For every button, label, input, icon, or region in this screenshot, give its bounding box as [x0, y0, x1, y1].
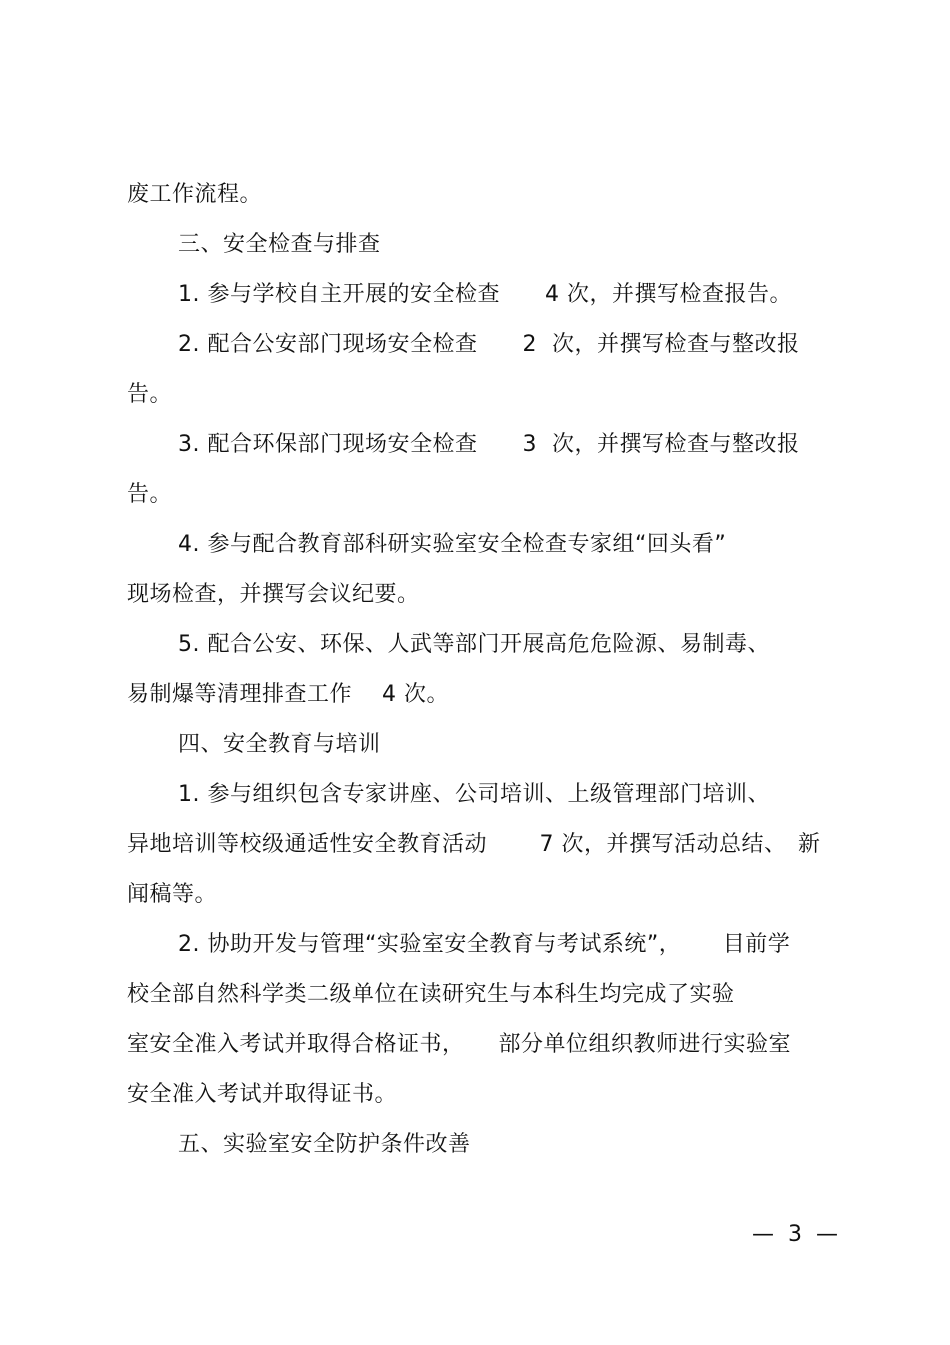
- list-item: 3. 配合环保部门现场安全检查 3 次，并撰写检查与整改报: [178, 432, 800, 457]
- section-heading: 五、实验室安全防护条件改善: [178, 1132, 471, 1157]
- text-line: 告。: [127, 382, 173, 407]
- text-line: 闻稿等。: [127, 882, 218, 907]
- list-item: 5. 配合公安、环保、人武等部门开展高危危险源、易制毒、: [178, 632, 770, 657]
- text-line: 室安全准入考试并取得合格证书， 部分单位组织教师进行实验室: [127, 1032, 792, 1057]
- text-line: 异地培训等校级通适性安全教育活动 7 次，并撰写活动总结、 新: [127, 832, 821, 857]
- list-item: 1. 参与学校自主开展的安全检查 4 次，并撰写检查报告。: [178, 282, 792, 307]
- section-heading: 四、安全教育与培训: [178, 732, 381, 757]
- list-item: 1. 参与组织包含专家讲座、公司培训、上级管理部门培训、: [178, 782, 770, 807]
- page-number: — 3 —: [752, 1222, 838, 1247]
- list-item: 2. 协助开发与管理“实验室安全教育与考试系统”， 目前学: [178, 932, 791, 957]
- text-line: 校全部自然科学类二级单位在读研究生与本科生均完成了实验: [127, 982, 735, 1007]
- text-line: 安全准入考试并取得证书。: [127, 1082, 398, 1107]
- text-line: 易制爆等清理排查工作 4 次。: [127, 682, 449, 707]
- text-line: 告。: [127, 482, 173, 507]
- list-item: 2. 配合公安部门现场安全检查 2 次，并撰写检查与整改报: [178, 332, 800, 357]
- text-line: 废工作流程。: [127, 182, 263, 207]
- list-item: 4. 参与配合教育部科研实验室安全检查专家组“回头看”: [178, 532, 727, 557]
- text-line: 现场检查，并撰写会议纪要。: [127, 582, 420, 607]
- section-heading: 三、安全检查与排查: [178, 232, 381, 257]
